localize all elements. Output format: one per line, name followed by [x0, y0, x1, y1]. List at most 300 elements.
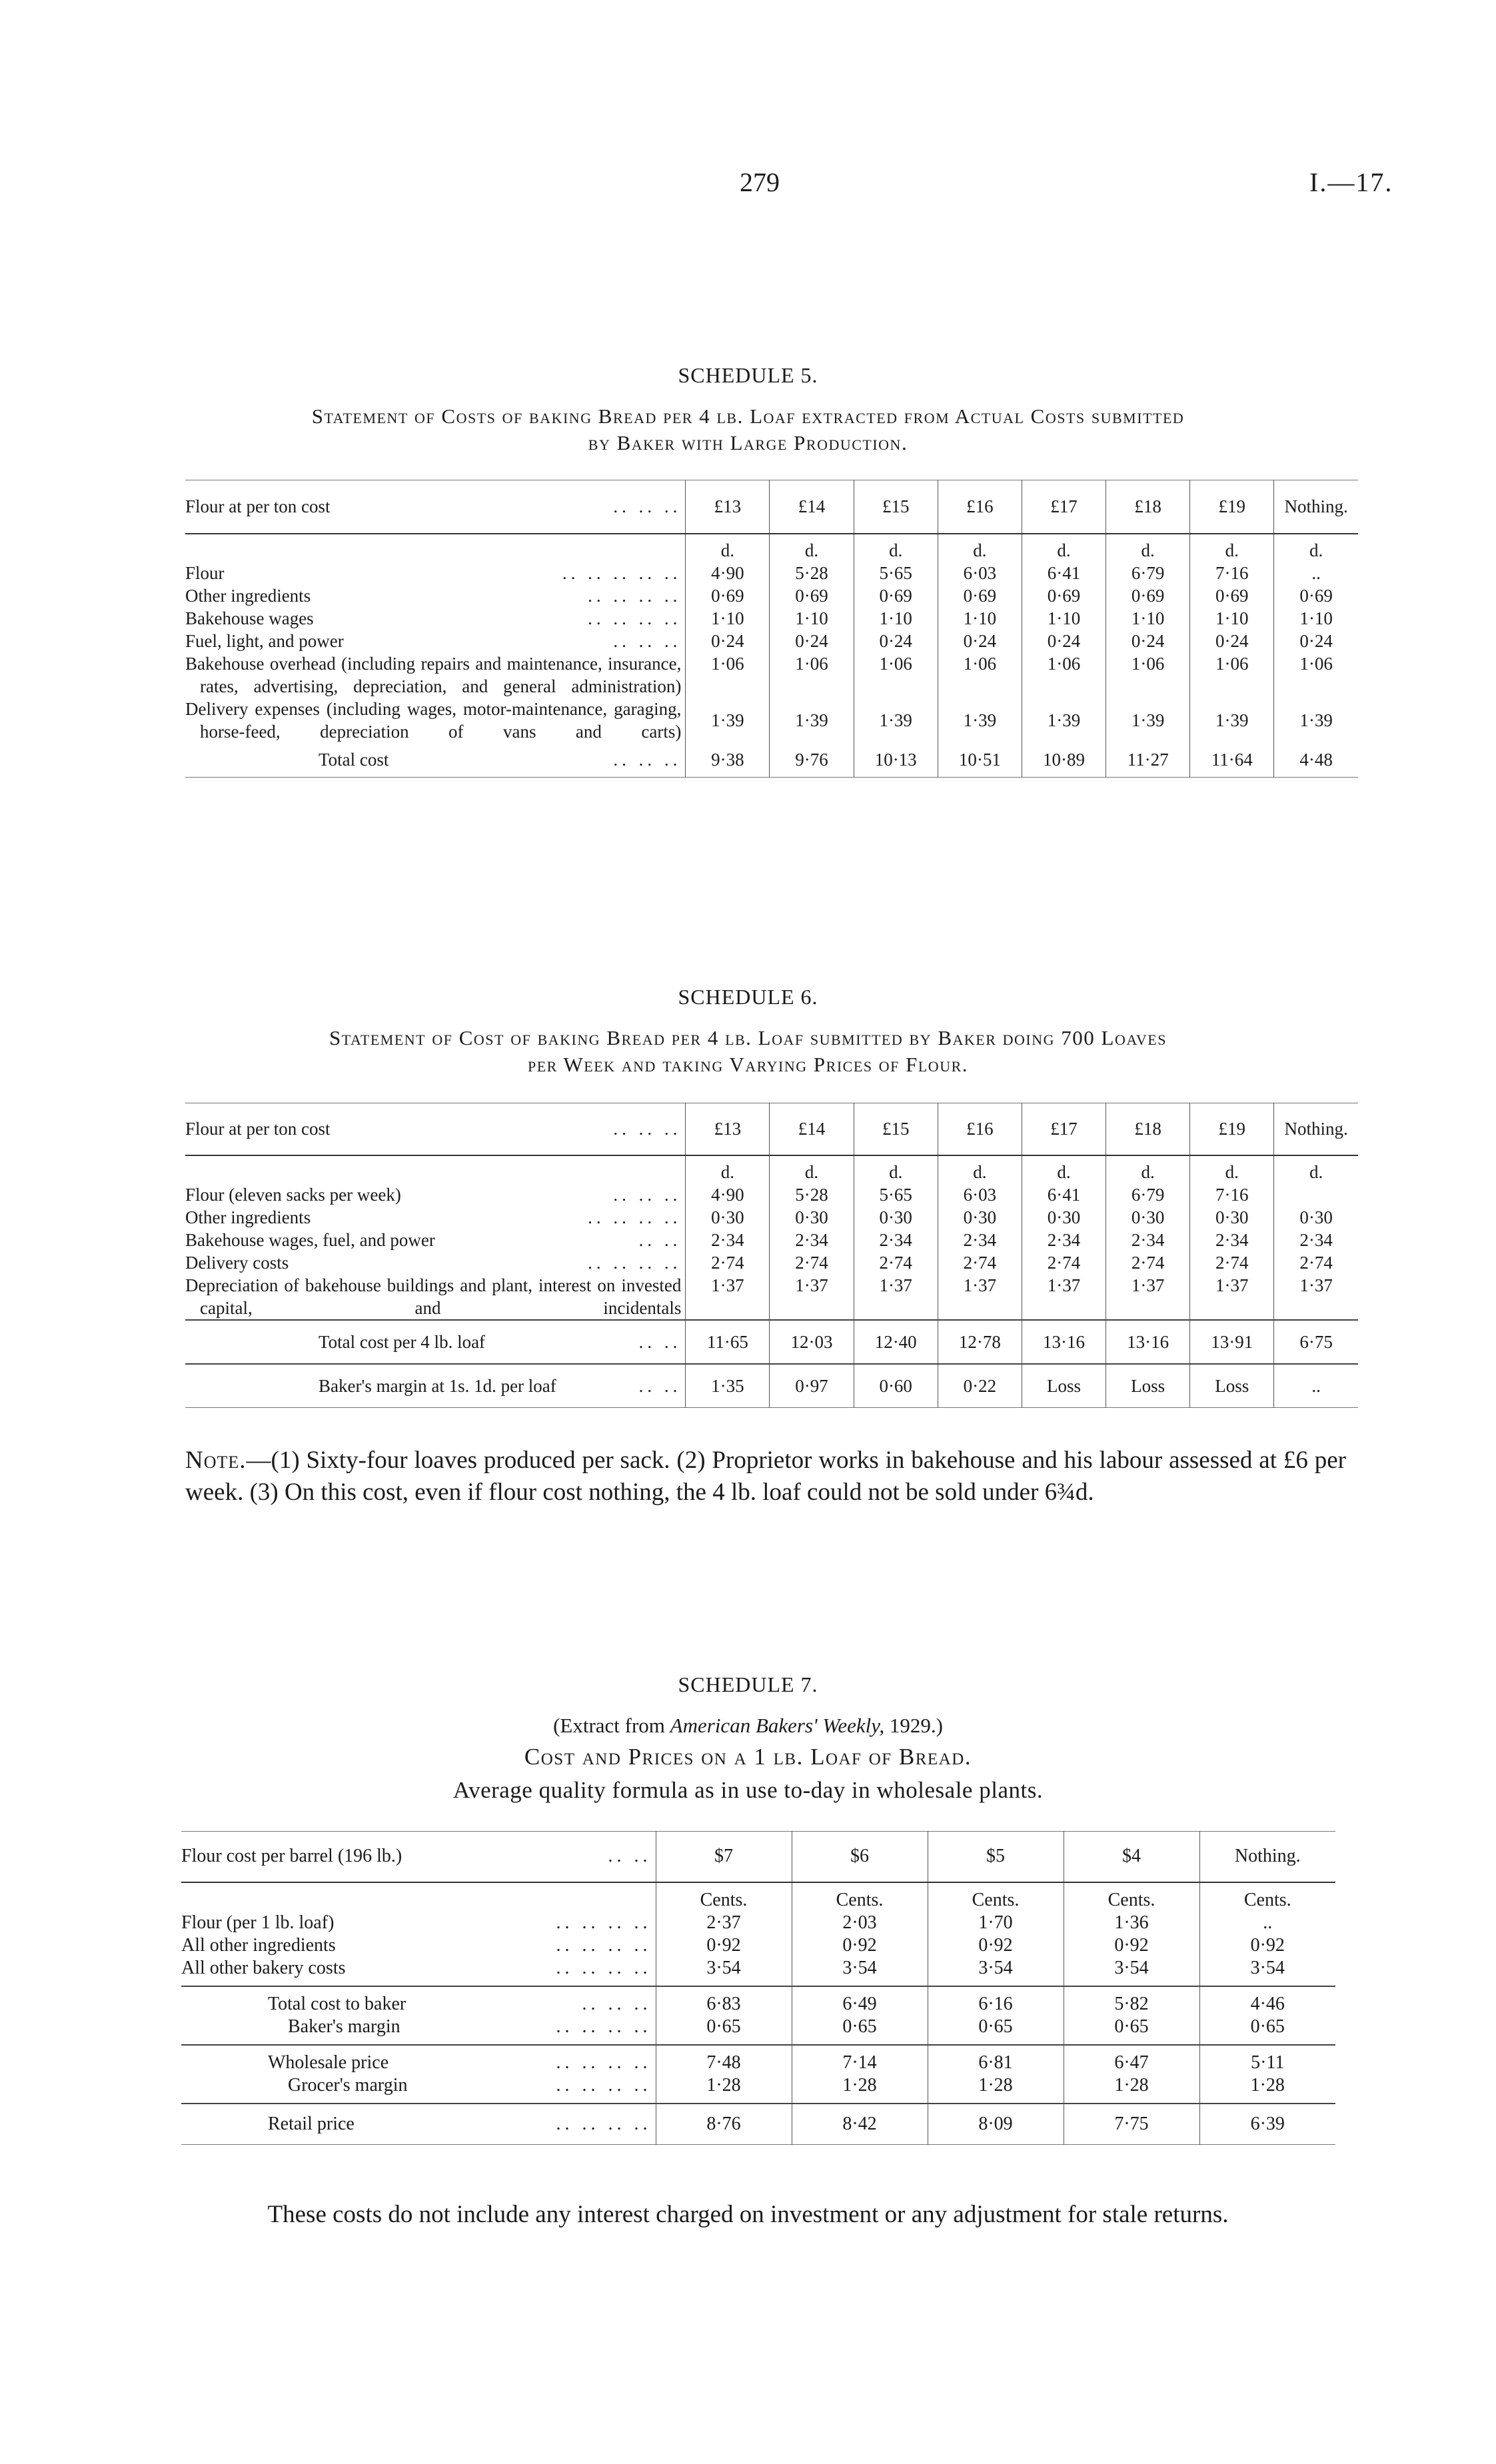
value-cell: 0·30	[938, 1206, 1022, 1229]
schedule6-col-header: £13	[686, 1103, 770, 1155]
schedule6-note	[185, 1445, 1346, 1509]
value-cell: 8·09	[928, 2104, 1064, 2145]
schedule7-extract	[0, 1714, 1496, 1738]
value-cell: 1·28	[1199, 2074, 1335, 2104]
value-cell: 1·10	[1022, 607, 1106, 630]
total-cell: 11·27	[1106, 743, 1190, 778]
table-row	[185, 1229, 1358, 1251]
value-cell: 2·74	[1106, 1251, 1190, 1274]
value-cell: 0·65	[1199, 2016, 1335, 2045]
unit-cell: d.	[770, 534, 854, 562]
value-cell: 1·70	[928, 1912, 1064, 1934]
unit-cell: d.	[1022, 534, 1106, 562]
schedule5-col-header: £15	[854, 480, 938, 534]
value-cell: 0·24	[1190, 630, 1274, 652]
row-label-cell	[185, 1251, 686, 1274]
value-cell: 5·28	[770, 1183, 854, 1206]
total-cell: 6·83	[656, 1986, 792, 2016]
row-label: Bakehouse wages, fuel, and power	[185, 1229, 435, 1250]
value-cell: 2·74	[938, 1251, 1022, 1274]
value-cell: 1·36	[1064, 1912, 1199, 1934]
unit-cell: d.	[1190, 1155, 1274, 1183]
schedule7-header-row	[181, 1832, 1335, 1882]
extract-source: American Bakers' Weekly,	[670, 1714, 885, 1737]
value-cell: 1·37	[1190, 1274, 1274, 1320]
value-cell: 0·30	[1190, 1206, 1274, 1229]
row-label-cell	[185, 1183, 686, 1206]
unit-cell: d.	[938, 1155, 1022, 1183]
table-row	[185, 1251, 1358, 1274]
schedule6-col-header: £17	[1022, 1103, 1106, 1155]
page-number: 279	[740, 167, 780, 197]
row-label-cell	[181, 2074, 656, 2104]
value-cell: 0·24	[1022, 630, 1106, 652]
unit-cell: d.	[1190, 534, 1274, 562]
value-cell: 2·34	[1022, 1229, 1106, 1251]
bakers-margin-label: Baker's margin	[288, 2016, 400, 2037]
unit-cell: Cents.	[928, 1882, 1064, 1912]
unit-cell: d.	[686, 534, 770, 562]
leader-dots: .. ..	[638, 1229, 682, 1250]
value-cell: 1·06	[938, 652, 1022, 698]
unit-cell: d.	[1274, 1155, 1358, 1183]
table-row	[185, 652, 1358, 698]
leader-dots: .. .. ..	[613, 630, 682, 651]
schedule5-header-row	[185, 480, 1358, 534]
schedule5-table	[185, 480, 1358, 778]
value-cell: 2·34	[686, 1229, 770, 1251]
row-label-cell	[181, 2045, 656, 2074]
value-cell: 7·16	[1190, 562, 1274, 584]
row-label: Flour (per 1 lb. loaf)	[181, 1912, 335, 1933]
schedule7-bakers-margin-row	[181, 2016, 1335, 2045]
value-cell: 1·10	[1274, 607, 1358, 630]
value-cell: 5·28	[770, 562, 854, 584]
value-cell: 2·37	[656, 1912, 792, 1934]
value-cell: 0·24	[1274, 630, 1358, 652]
value-cell: 1·10	[770, 607, 854, 630]
unit-cell: d.	[1274, 534, 1358, 562]
value-cell: 3·54	[1064, 1957, 1199, 1986]
row-label: All other ingredients	[181, 1934, 336, 1956]
row-label: Fuel, light, and power	[185, 630, 344, 651]
value-cell: 2·74	[770, 1251, 854, 1274]
leader-dots: .. .. .. ..	[556, 2074, 652, 2096]
value-cell: 0·30	[686, 1206, 770, 1229]
value-cell: 1·10	[1106, 607, 1190, 630]
value-cell: 1·37	[938, 1274, 1022, 1320]
schedule7-total-cost-row	[181, 1986, 1335, 2016]
value-cell: 1·37	[1274, 1274, 1358, 1320]
row-label-cell	[181, 1934, 656, 1957]
total-cell: 10·51	[938, 743, 1022, 778]
value-cell: 2·74	[854, 1251, 938, 1274]
unit-cell: d.	[1106, 1155, 1190, 1183]
schedule6-col-header: Nothing.	[1274, 1103, 1358, 1155]
leader-dots: .. .. .. ..	[556, 2016, 652, 2037]
schedule5-col-header: £16	[938, 480, 1022, 534]
table-row	[185, 698, 1358, 743]
schedule6-table	[185, 1103, 1358, 1408]
schedule5-title: SCHEDULE 5.	[678, 363, 818, 387]
value-cell: 7·48	[656, 2045, 792, 2074]
unit-cell: d.	[1106, 534, 1190, 562]
value-cell: 5·65	[854, 562, 938, 584]
value-cell: 2·34	[1106, 1229, 1190, 1251]
leader-dots: .. .. .. ..	[588, 1252, 682, 1273]
page-reference: I.—17.	[1309, 167, 1393, 197]
schedule7-title: SCHEDULE 7.	[678, 1672, 818, 1696]
row-label-cell	[185, 743, 686, 778]
value-cell: 1·06	[1190, 652, 1274, 698]
unit-cell: d.	[686, 1155, 770, 1183]
value-cell: 0·24	[938, 630, 1022, 652]
total-cell: 13·16	[1106, 1320, 1190, 1364]
value-cell: 2·74	[1022, 1251, 1106, 1274]
total-cell: 13·16	[1022, 1320, 1106, 1364]
schedule7-grocers-margin-row	[181, 2074, 1335, 2104]
total-cell: 9·76	[770, 743, 854, 778]
value-cell: 2·34	[1190, 1229, 1274, 1251]
value-cell: 0·92	[928, 1934, 1064, 1957]
value-cell: 5·11	[1199, 2045, 1335, 2074]
row-label-cell	[185, 1320, 686, 1364]
margin-cell: Loss	[1190, 1364, 1274, 1408]
value-cell: 6·41	[1022, 1183, 1106, 1206]
value-cell: 3·54	[928, 1957, 1064, 1986]
schedule5-units-row	[185, 534, 1358, 562]
value-cell: 1·06	[854, 652, 938, 698]
value-cell: 1·06	[686, 652, 770, 698]
value-cell: 0·65	[656, 2016, 792, 2045]
total-label: Total cost	[319, 750, 389, 770]
schedule7-retail-row	[181, 2104, 1335, 2145]
value-cell: 1·37	[1022, 1274, 1106, 1320]
value-cell: 1·39	[1106, 698, 1190, 743]
value-cell: 0·69	[1106, 584, 1190, 607]
leader-dots: .. ..	[608, 1846, 652, 1867]
schedule5-header-label: Flour at per ton cost	[185, 496, 331, 517]
row-label-cell	[181, 1957, 656, 1986]
leader-dots: .. .. .. ..	[588, 1207, 682, 1227]
value-cell: 6·47	[1064, 2045, 1199, 2074]
total-cell: 9·38	[686, 743, 770, 778]
value-cell: 1·37	[854, 1274, 938, 1320]
schedule6-margin-row	[185, 1364, 1358, 1408]
schedule7-wholesale-row	[181, 2045, 1335, 2074]
value-cell: 1·28	[1064, 2074, 1199, 2104]
value-cell: 1·39	[1190, 698, 1274, 743]
schedule7-heading-line2: Average quality formula as in use to-day in wholesale plants.	[452, 1777, 1044, 1803]
unit-cell: Cents.	[656, 1882, 792, 1912]
value-cell: 1·28	[656, 2074, 792, 2104]
row-label: Other ingredients	[185, 1207, 311, 1227]
value-cell: 0·30	[1274, 1206, 1358, 1229]
unit-cell: Cents.	[792, 1882, 928, 1912]
value-cell: 1·06	[1022, 652, 1106, 698]
note-text: —(1) Sixty-four loaves produced per sack. (2) Proprietor works in bakehouse and his labour assessed at £6 per week. (3) On this cost, even if flour cost nothing, the 4 lb. loaf could not be sold under 6¾d.	[185, 1447, 1346, 1506]
schedule5-header-cell	[185, 480, 686, 534]
value-cell: 0·92	[792, 1934, 928, 1957]
value-cell: 1·39	[1022, 698, 1106, 743]
schedule5-heading-line2: by Baker with Large Production.	[588, 431, 908, 454]
leader-dots: .. .. .. ..	[556, 2052, 652, 2073]
table-row	[181, 1957, 1335, 1986]
schedule7-table	[181, 1831, 1335, 2145]
value-cell: 1·37	[1106, 1274, 1190, 1320]
value-cell: 8·76	[656, 2104, 792, 2145]
value-cell: 6·79	[1106, 562, 1190, 584]
schedule6-header-row	[185, 1103, 1358, 1155]
value-cell: 0·65	[928, 2016, 1064, 2045]
unit-cell: Cents.	[1199, 1882, 1335, 1912]
margin-label: Baker's margin at 1s. 1d. per loaf	[319, 1375, 556, 1396]
row-label: Bakehouse overhead (including repairs and maintenance, insurance, rates, advertising, depreciation, and general administration)	[185, 653, 682, 696]
value-cell: 0·30	[1106, 1206, 1190, 1229]
value-cell: 7·75	[1064, 2104, 1199, 2145]
total-cell: 6·49	[792, 1986, 928, 2016]
value-cell: 0·92	[656, 1934, 792, 1957]
value-cell: 2·34	[1274, 1229, 1358, 1251]
unit-cell: d.	[854, 534, 938, 562]
value-cell: 6·81	[928, 2045, 1064, 2074]
value-cell: 0·69	[770, 584, 854, 607]
schedule5-col-header: £13	[686, 480, 770, 534]
value-cell: 0·92	[1064, 1934, 1199, 1957]
total-cell: 12·78	[938, 1320, 1022, 1364]
total-cell: 5·82	[1064, 1986, 1199, 2016]
leader-dots: .. .. ..	[613, 1119, 682, 1139]
leader-dots: .. .. .. ..	[556, 2113, 652, 2134]
row-label: Other ingredients	[185, 585, 311, 606]
table-row	[185, 1206, 1358, 1229]
value-cell: 7·16	[1190, 1183, 1274, 1206]
value-cell: 1·39	[770, 698, 854, 743]
unit-cell: d.	[770, 1155, 854, 1183]
value-cell: 7·14	[792, 2045, 928, 2074]
schedule6-total-row	[185, 1320, 1358, 1364]
row-label-cell	[181, 2104, 656, 2145]
margin-cell: 1·35	[686, 1364, 770, 1408]
schedule7-col-header: $5	[928, 1832, 1064, 1882]
schedule5-col-header: Nothing.	[1274, 480, 1358, 534]
value-cell: 1·37	[770, 1274, 854, 1320]
extract-prefix: (Extract from	[553, 1714, 670, 1737]
margin-cell: Loss	[1022, 1364, 1106, 1408]
value-cell: 0·69	[854, 584, 938, 607]
value-cell: 1·28	[928, 2074, 1064, 2104]
schedule7-header-cell	[181, 1832, 656, 1882]
value-cell: 0·24	[686, 630, 770, 652]
extract-suffix: 1929.)	[884, 1714, 943, 1737]
value-cell: 2·34	[938, 1229, 1022, 1251]
leader-dots: .. .. .. ..	[588, 585, 682, 606]
leader-dots: .. .. .. .. ..	[562, 562, 682, 583]
value-cell: 0·69	[686, 584, 770, 607]
total-cell: 11·65	[686, 1320, 770, 1364]
value-cell: 1·37	[686, 1274, 770, 1320]
row-label: Delivery expenses (including wages, motor-maintenance, garaging, horse-feed, depreciation of vans and carts)	[185, 698, 682, 742]
table-row	[181, 1912, 1335, 1934]
value-cell: 6·03	[938, 562, 1022, 584]
row-label-cell	[181, 1986, 656, 2016]
schedule5-col-header: £14	[770, 480, 854, 534]
schedule5-total-row	[185, 743, 1358, 778]
value-cell: 2·03	[792, 1912, 928, 1934]
row-label: Bakehouse wages	[185, 608, 314, 628]
row-label-cell	[185, 562, 686, 584]
leader-dots: .. .. .. ..	[556, 1934, 652, 1956]
margin-cell: 0·97	[770, 1364, 854, 1408]
row-label-cell	[181, 2016, 656, 2045]
schedule7-units-row	[181, 1882, 1335, 1912]
schedule5-heading-line1: Statement of Costs of baking Bread per 4 lb. Loaf extracted from Actual Costs submitted	[311, 404, 1185, 428]
leader-dots: .. ..	[638, 1331, 682, 1352]
value-cell: 1·06	[770, 652, 854, 698]
schedule7-col-header: Nothing.	[1199, 1832, 1335, 1882]
schedule6-col-header: £18	[1106, 1103, 1190, 1155]
value-cell: 0·65	[1064, 2016, 1199, 2045]
schedule7-col-header: $7	[656, 1832, 792, 1882]
value-cell: 8·42	[792, 2104, 928, 2145]
table-row	[185, 562, 1358, 584]
unit-cell: Cents.	[1064, 1882, 1199, 1912]
row-label: Flour (eleven sacks per week)	[185, 1184, 401, 1205]
leader-dots: .. .. .. ..	[556, 1957, 652, 1978]
schedule5-col-header: £17	[1022, 480, 1106, 534]
value-cell: 6·79	[1106, 1183, 1190, 1206]
value-cell: 0·92	[1199, 1934, 1335, 1957]
schedule7-header-label: Flour cost per barrel (196 lb.)	[181, 1846, 402, 1867]
schedule7-col-header: $6	[792, 1832, 928, 1882]
schedule6-header-cell	[185, 1103, 686, 1155]
schedule6-units-row	[185, 1155, 1358, 1183]
table-row	[185, 607, 1358, 630]
total-cell: 12·40	[854, 1320, 938, 1364]
schedule5-col-header: £18	[1106, 480, 1190, 534]
total-cell: 11·64	[1190, 743, 1274, 778]
row-label-cell	[185, 630, 686, 652]
value-cell: 6·41	[1022, 562, 1106, 584]
table-row	[185, 630, 1358, 652]
total-label: Total cost per 4 lb. loaf	[319, 1331, 486, 1352]
schedule7-heading-line1: Cost and Prices on a 1 lb. Loaf of Bread.	[524, 1744, 972, 1770]
unit-cell: d.	[938, 534, 1022, 562]
total-cell: 6·75	[1274, 1320, 1358, 1364]
leader-dots: .. .. ..	[613, 750, 682, 770]
unit-cell: d.	[854, 1155, 938, 1183]
note-lead: Note.	[185, 1447, 247, 1474]
value-cell	[1274, 1183, 1358, 1206]
value-cell: 0·69	[1190, 584, 1274, 607]
row-label: Depreciation of bakehouse buildings and plant, interest on invested capital, and incidentals	[185, 1275, 682, 1318]
wholesale-label: Wholesale price	[268, 2052, 389, 2073]
value-cell: 0·24	[1106, 630, 1190, 652]
schedule6-col-header: £19	[1190, 1103, 1274, 1155]
total-cell: 10·89	[1022, 743, 1106, 778]
value-cell: 1·06	[1106, 652, 1190, 698]
row-label-cell	[185, 1206, 686, 1229]
schedule7-footer-note: These costs do not include any interest charged on investment or any adjustment for stale returns.	[267, 2201, 1229, 2228]
schedule5-col-header: £19	[1190, 480, 1274, 534]
retail-label: Retail price	[268, 2113, 355, 2134]
value-cell: 3·54	[656, 1957, 792, 1986]
value-cell: 0·69	[938, 584, 1022, 607]
table-row	[185, 1274, 1358, 1320]
leader-dots: .. .. ..	[613, 1184, 682, 1205]
row-label-cell	[185, 1229, 686, 1251]
margin-cell: 0·60	[854, 1364, 938, 1408]
table-row	[185, 584, 1358, 607]
value-cell: 0·30	[770, 1206, 854, 1229]
value-cell: 4·90	[686, 1183, 770, 1206]
row-label: Delivery costs	[185, 1252, 289, 1273]
value-cell: ..	[1199, 1912, 1335, 1934]
schedule6-title: SCHEDULE 6.	[678, 985, 818, 1009]
value-cell: 2·74	[1190, 1251, 1274, 1274]
schedule6-header-label: Flour at per ton cost	[185, 1119, 331, 1139]
value-cell: 0·24	[854, 630, 938, 652]
value-cell: 1·06	[1274, 652, 1358, 698]
value-cell: 1·39	[938, 698, 1022, 743]
value-cell: 1·39	[1274, 698, 1358, 743]
margin-cell: 0·22	[938, 1364, 1022, 1408]
grocers-margin-label: Grocer's margin	[288, 2074, 408, 2096]
schedule7-col-header: $4	[1064, 1832, 1199, 1882]
value-cell: 1·10	[686, 607, 770, 630]
row-label-cell	[185, 607, 686, 630]
row-label-cell	[181, 1912, 656, 1934]
value-cell: 0·30	[854, 1206, 938, 1229]
schedule6-heading-line2: per Week and taking Varying Prices of Flour.	[527, 1053, 969, 1076]
value-cell: 6·39	[1199, 2104, 1335, 2145]
value-cell: 0·69	[1274, 584, 1358, 607]
total-cost-label: Total cost to baker	[268, 1993, 406, 2014]
value-cell: 2·74	[686, 1251, 770, 1274]
schedule6-col-header: £15	[854, 1103, 938, 1155]
row-label: Flour	[185, 562, 225, 583]
margin-cell: ..	[1274, 1364, 1358, 1408]
value-cell: 3·54	[1199, 1957, 1335, 1986]
total-cell: 12·03	[770, 1320, 854, 1364]
value-cell: 0·69	[1022, 584, 1106, 607]
unit-cell: d.	[1022, 1155, 1106, 1183]
value-cell: 3·54	[792, 1957, 928, 1986]
value-cell: 6·03	[938, 1183, 1022, 1206]
total-cell: 4·46	[1199, 1986, 1335, 2016]
margin-cell: Loss	[1106, 1364, 1190, 1408]
value-cell: 1·10	[854, 607, 938, 630]
value-cell: 2·34	[854, 1229, 938, 1251]
leader-dots: .. .. ..	[613, 496, 682, 517]
schedule6-heading-line1: Statement of Cost of baking Bread per 4 lb. Loaf submitted by Baker doing 700 Loaves	[329, 1026, 1167, 1049]
value-cell: 1·28	[792, 2074, 928, 2104]
schedule6-col-header: £14	[770, 1103, 854, 1155]
value-cell: ..	[1274, 562, 1358, 584]
value-cell: 2·74	[1274, 1251, 1358, 1274]
value-cell: 5·65	[854, 1183, 938, 1206]
value-cell: 1·10	[1190, 607, 1274, 630]
total-cell: 13·91	[1190, 1320, 1274, 1364]
table-row	[181, 1934, 1335, 1957]
total-cell: 6·16	[928, 1986, 1064, 2016]
row-label-cell	[185, 1364, 686, 1408]
row-label: All other bakery costs	[181, 1957, 346, 1978]
leader-dots: .. .. .. ..	[556, 1912, 652, 1933]
value-cell: 4·90	[686, 562, 770, 584]
row-label-cell	[185, 584, 686, 607]
value-cell: 0·30	[1022, 1206, 1106, 1229]
